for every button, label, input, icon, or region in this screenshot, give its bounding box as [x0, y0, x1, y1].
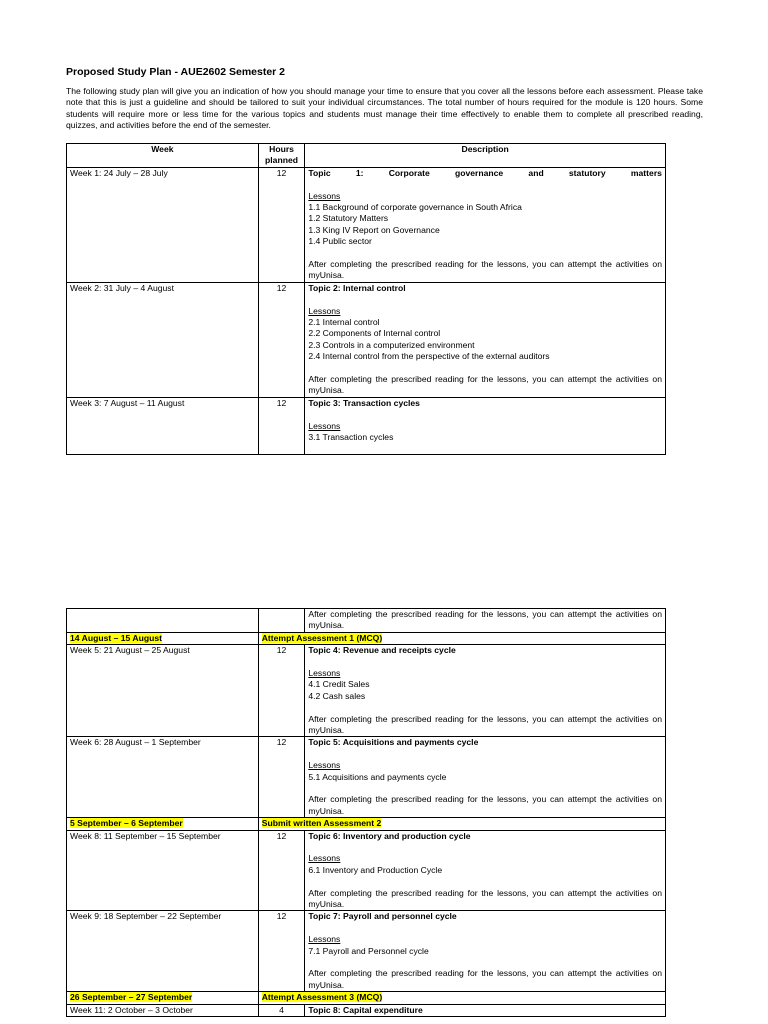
hours-cell: 12 [258, 911, 305, 992]
topic-w1: Corporate [388, 167, 430, 178]
lessons-label: Lessons [308, 934, 341, 945]
topic-title: Topic 3: Transaction cycles [308, 397, 420, 408]
header-week: Week [67, 144, 259, 168]
lesson-item: 1.1 Background of corporate governance in South Africa [308, 202, 522, 213]
topic-num: 1: [355, 167, 364, 178]
after-text: After completing the prescribed reading for the lessons, you can attempt the activities on myUnisa. [308, 887, 662, 910]
description-cell [305, 830, 666, 911]
description-cell [305, 1004, 666, 1016]
topic-title: Topic 8: Capital expenditure [308, 1004, 423, 1015]
description-cell [305, 282, 666, 397]
lesson-item: 2.3 Controls in a computerized environment [308, 339, 475, 350]
table-row [67, 911, 666, 992]
hours-cell: 4 [258, 1004, 305, 1016]
week-cell [67, 609, 259, 633]
after-text: After completing the prescribed reading for the lessons, you can attempt the activities on myUnisa. [308, 374, 662, 396]
table-header-row [67, 144, 666, 168]
hours-cell: 12 [258, 282, 305, 397]
table-row [67, 282, 666, 397]
topic-title: Topic 5: Acquisitions and payments cycle [308, 737, 479, 748]
week-cell: Week 11: 2 October – 3 October [67, 1004, 259, 1016]
lesson-item: 4.1 Credit Sales [308, 679, 370, 690]
after-text: After completing the prescribed reading for the lessons, you can attempt the activities on myUnisa. [308, 259, 662, 281]
lesson-item: 1.2 Statutory Matters [308, 213, 389, 224]
topic-w2: governance [454, 167, 504, 178]
description-cell [305, 167, 666, 282]
assessment-date: 14 August – 15 August [67, 632, 259, 644]
lessons-label: Lessons [308, 853, 341, 864]
description-cell [305, 911, 666, 992]
assessment-row [67, 818, 666, 830]
assessment-date: 26 September – 27 September [67, 992, 259, 1004]
assessment-row [67, 632, 666, 644]
lesson-item: 6.1 Inventory and Production Cycle [308, 864, 443, 875]
after-text: After completing the prescribed reading for the lessons, you can attempt the activities on myUnisa. [305, 609, 666, 633]
description-cell [305, 645, 666, 737]
lessons-label: Lessons [308, 190, 341, 201]
table-row [67, 609, 666, 633]
topic-w3: and [528, 167, 544, 178]
assessment-text: Submit written Assessment 2 [258, 818, 665, 830]
lesson-item: 1.4 Public sector [308, 236, 372, 247]
assessment-text: Attempt Assessment 1 (MCQ) [258, 632, 665, 644]
lessons-label: Lessons [308, 668, 341, 679]
study-plan-table-1 [66, 143, 666, 455]
lesson-item: 4.2 Cash sales [308, 690, 366, 701]
lessons-label: Lessons [308, 305, 341, 316]
week-cell: Week 8: 11 September – 15 September [67, 830, 259, 911]
topic-title: Topic 4: Revenue and receipts cycle [308, 645, 456, 656]
lesson-item: 2.1 Internal control [308, 317, 380, 328]
assessment-text: Attempt Assessment 3 (MCQ) [258, 992, 665, 1004]
week-cell: Week 6: 28 August – 1 September [67, 737, 259, 818]
header-description: Description [305, 144, 666, 168]
topic-word: Topic [308, 167, 331, 178]
lessons-label: Lessons [308, 420, 341, 431]
hours-cell: 12 [258, 397, 305, 454]
table-row [67, 830, 666, 911]
table-row [67, 397, 666, 454]
page-title: Proposed Study Plan - AUE2602 Semester 2 [66, 66, 286, 78]
table-row [67, 737, 666, 818]
topic-title: Topic 2: Internal control [308, 282, 406, 293]
topic-title [308, 168, 662, 179]
week-cell: Week 5: 21 August – 25 August [67, 645, 259, 737]
hours-cell: 12 [258, 737, 305, 818]
lesson-item: 2.4 Internal control from the perspective of the external auditors [308, 351, 550, 362]
lesson-item: 5.1 Acquisitions and payments cycle [308, 771, 447, 782]
lessons-label: Lessons [308, 760, 341, 771]
topic-title: Topic 6: Inventory and production cycle [308, 830, 471, 841]
after-text: After completing the prescribed reading for the lessons, you can attempt the activities on myUnisa. [308, 968, 662, 990]
assessment-date: 5 September – 6 September [67, 818, 259, 830]
week-cell: Week 2: 31 July – 4 August [67, 282, 259, 397]
topic-title: Topic 7: Payroll and personnel cycle [308, 911, 457, 922]
after-text: After completing the prescribed reading for the lessons, you can attempt the activities on myUnisa. [308, 794, 662, 816]
table-row [67, 645, 666, 737]
lesson-item: 7.1 Payroll and Personnel cycle [308, 945, 429, 956]
lesson-item: 1.3 King IV Report on Governance [308, 224, 440, 235]
hours-cell: 12 [258, 645, 305, 737]
hours-cell [258, 609, 305, 633]
intro-paragraph: The following study plan will give you an indication of how you should manage your time to ensure that you cover all the lessons before each assessment. Please take note that this is just a guideline and should be tailored to suit your individual circumstances. The total number of hours required for the module is 120 hours. Some students will require more or less time for the various topics and students must manage their time effectively to enable them to complete all prescribed reading, quizzes, and activities before the end of the semester. [66, 86, 703, 131]
description-cell [305, 737, 666, 818]
topic-w4: statutory [568, 167, 606, 178]
table-row [67, 1004, 666, 1016]
week-cell: Week 1: 24 July – 28 July [67, 167, 259, 282]
header-hours: Hours planned [258, 144, 305, 168]
topic-w5: matters [630, 167, 662, 178]
study-plan-table-2 [66, 608, 666, 1017]
lesson-item: 3.1 Transaction cycles [308, 432, 394, 443]
lesson-item: 2.2 Components of Internal control [308, 328, 441, 339]
week-cell: Week 9: 18 September – 22 September [67, 911, 259, 992]
hours-cell: 12 [258, 830, 305, 911]
hours-cell: 12 [258, 167, 305, 282]
description-cell [305, 397, 666, 454]
assessment-row [67, 992, 666, 1004]
week-cell: Week 3: 7 August – 11 August [67, 397, 259, 454]
after-text: After completing the prescribed reading for the lessons, you can attempt the activities on myUnisa. [308, 713, 662, 736]
table-row [67, 167, 666, 282]
